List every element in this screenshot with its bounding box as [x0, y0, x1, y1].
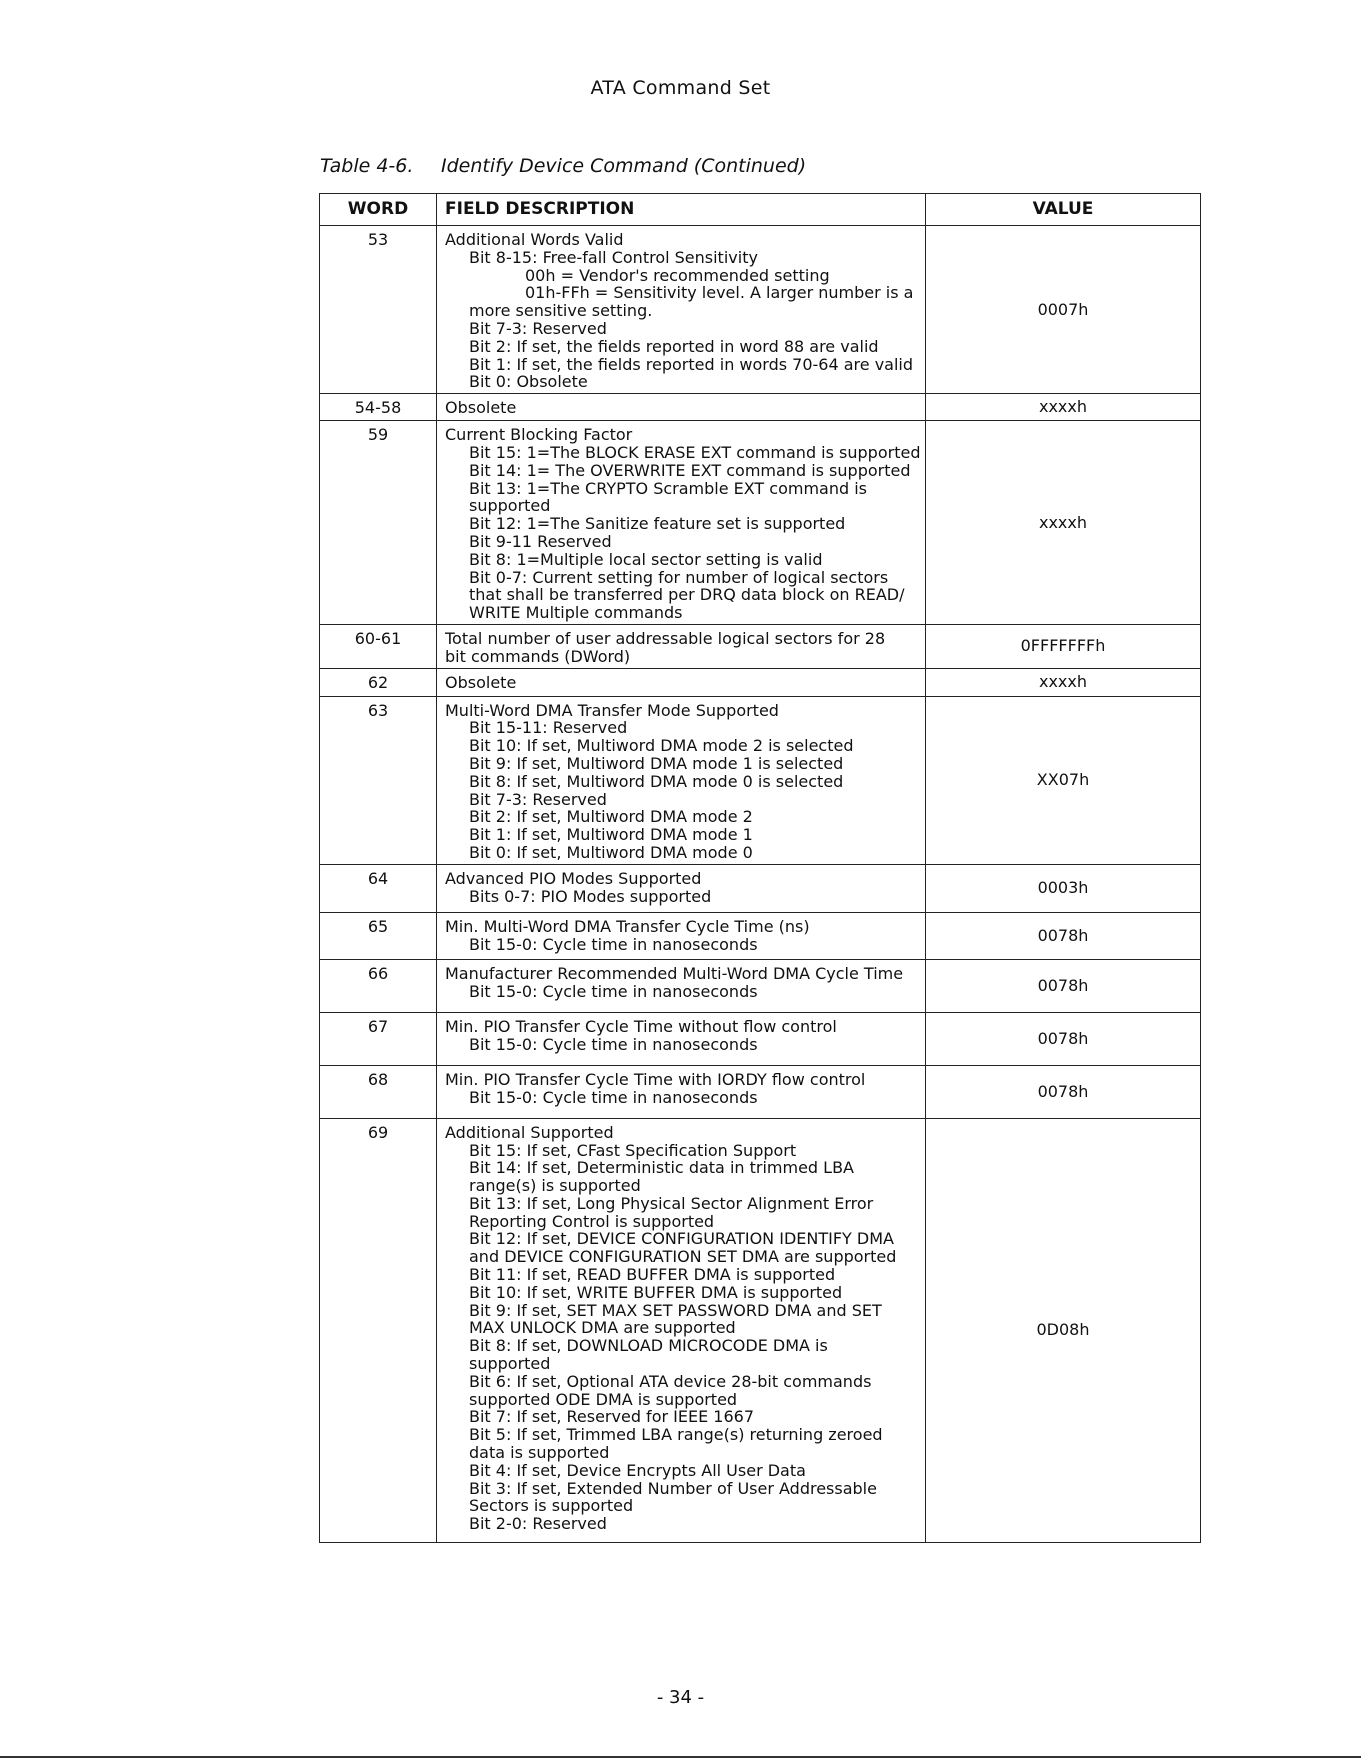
description-line: Bit 1: If set, the fields reported in words 70-64 are valid: [469, 354, 914, 374]
description-line: Bit 10: If set, WRITE BUFFER DMA is supported: [469, 1282, 843, 1302]
description-line: Bit 15-0: Cycle time in nanoseconds: [469, 1034, 758, 1054]
description-line: WRITE Multiple commands: [469, 603, 683, 623]
description-line: Bit 9-11 Reserved: [469, 531, 612, 551]
description-line: Additional Supported: [445, 1122, 614, 1142]
word-cell: 63: [320, 696, 437, 864]
field-description-cell: [437, 668, 926, 696]
field-description-cell: [437, 421, 926, 625]
description-line: Bit 7: If set, Reserved for IEEE 1667: [469, 1407, 754, 1427]
table-row: [320, 394, 1201, 421]
word-cell: 62: [320, 668, 437, 696]
description-line: Bit 2-0: Reserved: [469, 1514, 607, 1534]
value-cell: xxxxh: [926, 394, 1201, 421]
table-row: [320, 668, 1201, 696]
word-cell: 54-58: [320, 394, 437, 421]
description-line: Bit 13: 1=The CRYPTO Scramble EXT command is: [469, 478, 868, 498]
value-cell: 0078h: [926, 959, 1201, 1012]
description-line: Bit 8: If set, DOWNLOAD MICROCODE DMA is: [469, 1336, 828, 1356]
table-row: [320, 912, 1201, 959]
column-header-value: VALUE: [926, 194, 1201, 226]
description-line: more sensitive setting.: [469, 301, 653, 321]
description-line: Current Blocking Factor: [445, 425, 633, 445]
description-line: Bit 2: If set, the fields reported in word 88 are valid: [469, 336, 879, 356]
description-line: Bit 1: If set, Multiword DMA mode 1: [469, 825, 753, 845]
word-cell: 68: [320, 1065, 437, 1118]
value-cell: 0FFFFFFFh: [926, 624, 1201, 668]
description-line: Bit 14: If set, Deterministic data in trimmed LBA: [469, 1158, 854, 1178]
value-cell: 0078h: [926, 912, 1201, 959]
description-line: Bit 13: If set, Long Physical Sector Alignment Error: [469, 1193, 874, 1213]
word-cell: 69: [320, 1118, 437, 1542]
identify-device-table: [319, 193, 1201, 1543]
table-header-row: [320, 194, 1201, 226]
description-line: Bit 15-0: Cycle time in nanoseconds: [469, 934, 758, 954]
description-line: Bit 15-0: Cycle time in nanoseconds: [469, 981, 758, 1001]
value-cell: 0007h: [926, 226, 1201, 394]
description-line: supported: [469, 496, 551, 516]
word-cell: 67: [320, 1012, 437, 1065]
table-row: [320, 624, 1201, 668]
column-header-field-description: FIELD DESCRIPTION: [437, 194, 926, 226]
description-line: bit commands (DWord): [445, 646, 631, 666]
table-row: [320, 421, 1201, 625]
description-line: Bit 15: If set, CFast Specification Support: [469, 1140, 797, 1160]
field-description-cell: [437, 1118, 926, 1542]
description-line: Bit 7-3: Reserved: [469, 789, 607, 809]
field-description-cell: [437, 394, 926, 421]
description-line: Bit 6: If set, Optional ATA device 28-bit commands: [469, 1371, 872, 1391]
description-line: Bit 15: 1=The BLOCK ERASE EXT command is supported: [469, 442, 921, 462]
value-cell: 0D08h: [926, 1118, 1201, 1542]
description-line: Bit 4: If set, Device Encrypts All User Data: [469, 1460, 806, 1480]
value-cell: 0003h: [926, 864, 1201, 912]
description-line: 00h = Vendor's recommended setting: [525, 265, 830, 285]
description-line: Bits 0-7: PIO Modes supported: [469, 886, 712, 906]
value-cell: 0078h: [926, 1012, 1201, 1065]
word-cell: 64: [320, 864, 437, 912]
description-line: Obsolete: [445, 398, 517, 418]
value-cell: 0078h: [926, 1065, 1201, 1118]
description-line: Bit 5: If set, Trimmed LBA range(s) returning zeroed: [469, 1425, 883, 1445]
description-line: Bit 0: Obsolete: [469, 372, 588, 392]
description-line: Bit 8: 1=Multiple local sector setting is valid: [469, 549, 823, 569]
description-line: Reporting Control is supported: [469, 1211, 715, 1231]
table-row: [320, 959, 1201, 1012]
description-line: Bit 10: If set, Multiword DMA mode 2 is selected: [469, 736, 854, 756]
table-row: [320, 864, 1201, 912]
value-cell: XX07h: [926, 696, 1201, 864]
table-title: Identify Device Command (Continued): [441, 155, 807, 177]
table-row: [320, 696, 1201, 864]
table-row: [320, 1118, 1201, 1542]
description-line: Bit 15-11: Reserved: [469, 718, 628, 738]
column-header-word: WORD: [320, 194, 437, 226]
description-line: Bit 12: If set, DEVICE CONFIGURATION IDENTIFY DMA: [469, 1229, 894, 1249]
word-cell: 66: [320, 959, 437, 1012]
description-line: Bit 15-0: Cycle time in nanoseconds: [469, 1087, 758, 1107]
description-line: Manufacturer Recommended Multi-Word DMA Cycle Time: [445, 963, 904, 983]
table-row: [320, 226, 1201, 394]
description-line: Min. Multi-Word DMA Transfer Cycle Time (ns): [445, 916, 810, 936]
bottom-rule: [0, 1756, 1361, 1758]
word-cell: 59: [320, 421, 437, 625]
table-caption: [320, 155, 806, 177]
description-line: supported ODE DMA is supported: [469, 1389, 738, 1409]
description-line: Bit 9: If set, Multiword DMA mode 1 is selected: [469, 753, 844, 773]
description-line: Total number of user addressable logical sectors for 28: [445, 628, 886, 648]
value-cell: xxxxh: [926, 668, 1201, 696]
description-line: Bit 0: If set, Multiword DMA mode 0: [469, 842, 753, 862]
description-line: Bit 7-3: Reserved: [469, 318, 607, 338]
description-line: Bit 0-7: Current setting for number of logical sectors: [469, 567, 889, 587]
field-description-cell: [437, 1012, 926, 1065]
description-line: 01h-FFh = Sensitivity level. A larger number is a: [525, 283, 914, 303]
word-cell: 60-61: [320, 624, 437, 668]
description-line: Bit 3: If set, Extended Number of User Addressable: [469, 1478, 877, 1498]
description-line: Bit 9: If set, SET MAX SET PASSWORD DMA and SET: [469, 1300, 882, 1320]
description-line: Bit 14: 1= The OVERWRITE EXT command is supported: [469, 460, 911, 480]
description-line: MAX UNLOCK DMA are supported: [469, 1318, 736, 1338]
table-row: [320, 1065, 1201, 1118]
description-line: Advanced PIO Modes Supported: [445, 868, 702, 888]
description-line: Sectors is supported: [469, 1496, 634, 1516]
table-row: [320, 1012, 1201, 1065]
description-line: Bit 12: 1=The Sanitize feature set is supported: [469, 514, 846, 534]
field-description-cell: [437, 864, 926, 912]
value-cell: xxxxh: [926, 421, 1201, 625]
description-line: Bit 8-15: Free-fall Control Sensitivity: [469, 247, 758, 267]
table-number: Table 4-6.: [320, 155, 414, 177]
description-line: Obsolete: [445, 672, 517, 692]
description-line: that shall be transferred per DRQ data block on READ/: [469, 585, 905, 605]
field-description-cell: [437, 696, 926, 864]
field-description-cell: [437, 912, 926, 959]
description-line: Bit 2: If set, Multiword DMA mode 2: [469, 807, 753, 827]
description-line: Multi-Word DMA Transfer Mode Supported: [445, 700, 779, 720]
description-line: range(s) is supported: [469, 1176, 641, 1196]
description-line: Min. PIO Transfer Cycle Time with IORDY flow control: [445, 1069, 866, 1089]
description-line: Additional Words Valid: [445, 230, 624, 249]
running-header: ATA Command Set: [590, 77, 771, 99]
description-line: Min. PIO Transfer Cycle Time without flow control: [445, 1016, 837, 1036]
description-line: data is supported: [469, 1443, 610, 1463]
description-line: supported: [469, 1354, 551, 1374]
table-body: [320, 226, 1201, 1543]
description-line: and DEVICE CONFIGURATION SET DMA are supported: [469, 1247, 897, 1267]
description-line: Bit 11: If set, READ BUFFER DMA is supported: [469, 1265, 836, 1285]
field-description-cell: [437, 959, 926, 1012]
word-cell: 53: [320, 226, 437, 394]
field-description-cell: [437, 624, 926, 668]
description-line: Bit 8: If set, Multiword DMA mode 0 is selected: [469, 771, 844, 791]
field-description-cell: [437, 1065, 926, 1118]
word-cell: 65: [320, 912, 437, 959]
field-description-cell: [437, 226, 926, 394]
page-number: - 34 -: [656, 1687, 705, 1708]
